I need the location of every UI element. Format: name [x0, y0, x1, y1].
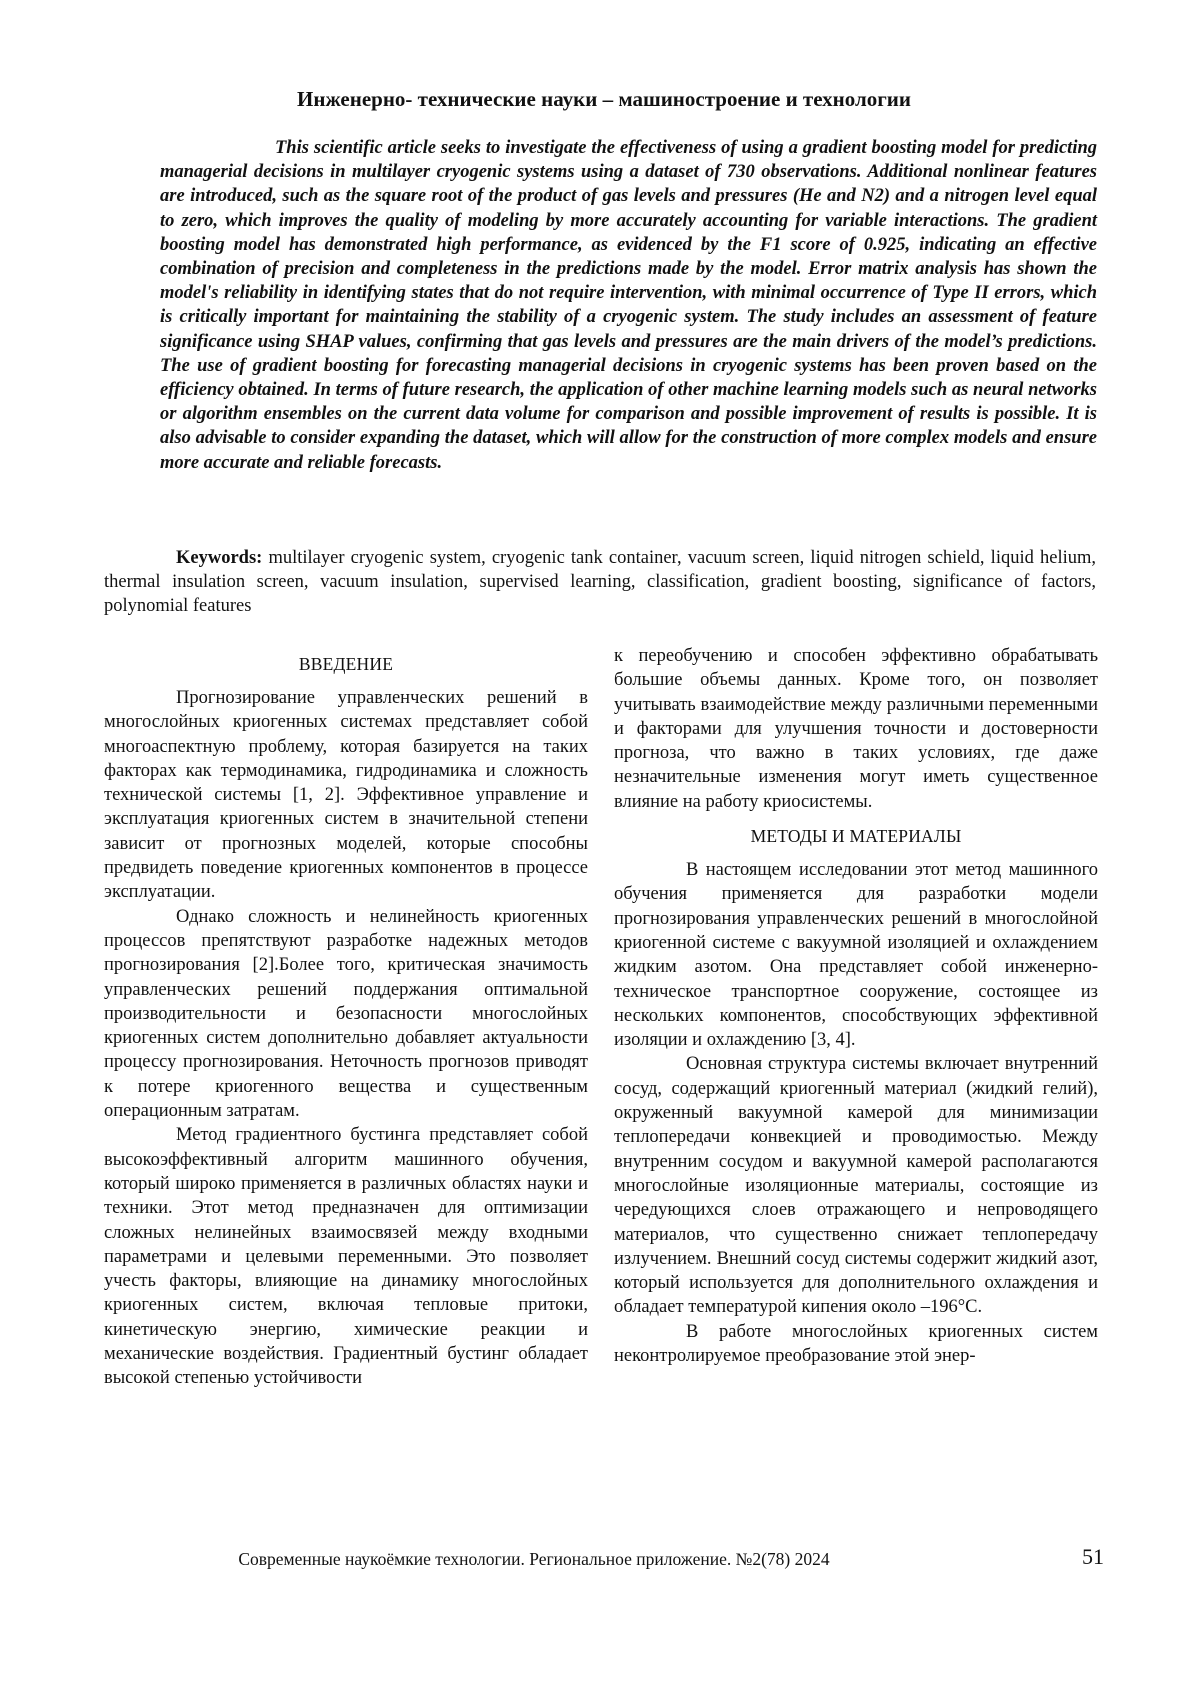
paragraph: Прогнозирование управленческих решений в многослойных криогенных системах представляет собой многоаспектную проблему, которая базируется на таких факторах как термодинамика, гидродинамика и сложность технической системы [1, 2]. Эффективное управление и эксплуатация криогенных систем в значительной степени зависит от прогнозных моделей, которые способны предвидеть поведение криогенных компонентов в процессе эксплуатации.	[104, 688, 588, 903]
page-footer	[104, 1543, 1104, 1573]
page-number: 51	[1082, 1544, 1104, 1569]
right-column	[614, 644, 1098, 1368]
keywords-text: multilayer cryogenic system, cryogenic tank container, vacuum screen, liquid nitrogen schield, liquid helium, thermal insulation screen, vacuum insulation, supervised learning, classification, gradient boosting, significance of factors, polynomial features	[104, 548, 1096, 617]
paragraph: Однако сложность и нелинейность криогенных процессов препятствуют разработке надежных методов прогнозирования [2].Более того, критическая значимость управленческих решений поддержания оптимальной производительности и безопасности многослойных криогенных систем дополнительно добавляет актуальности процессу прогнозирования. Неточность прогнозов приводят к потере криогенного вещества и существенным операционным затратам.	[104, 906, 588, 1122]
paragraph: Основная структура системы включает внутренний сосуд, содержащий криогенный материал (жидкий гелий), окруженный вакуумной камерой для минимизации теплопередачи конвекцией и проводимостью. Между внутренним сосудом и вакуумной камерой располагаются многослойные изоляционные материалы, состоящие из чередующихся слоев отражающего и непроводящего материалов, что существенно снижает теплопередачу излучением. Внешний сосуд системы содержит жидкий азот, который используется для дополнительного охлаждения и обладает температурой кипения около –196°С.	[614, 1054, 1098, 1318]
running-header: Инженерно- технические науки – машиностроение и технологии	[297, 87, 911, 111]
paragraph: В работе многослойных криогенных систем неконтролируемое преобразование этой энер-	[614, 1321, 1098, 1367]
paragraph: Метод градиентного бустинга представляет собой высокоэффективный алгоритм машинного обучения, который широко применяется в различных областях науки и техники. Этот метод предназначен для оптимизации сложных нелинейных взаимосвязей между входными параметрами и целевыми переменными. Это позволяет учесть факторы, влияющие на динамику многослойных криогенных систем, включая тепловые притоки, кинетическую энергию, химические реакции и механические воздействия. Градиентный бустинг обладает высокой степенью устойчивости	[104, 1125, 588, 1389]
keywords	[104, 546, 1096, 619]
abstract: This scientific article seeks to investigate the effectiveness of using a gradient boosting model for predicting managerial decisions in multilayer cryogenic systems using a dataset of 730 observations. Additional nonlinear features are introduced, such as the square root of the product of gas levels and pressures (He and N2) and a nitrogen level equal to zero, which improves the quality of modeling by more accurately accounting for variable interactions. The gradient boosting model has demonstrated high performance, as evidenced by the F1 score of 0.925, indicating an effective combination of precision and completeness in the predictions made by the model. Error matrix analysis has shown the model's reliability in identifying states that do not require intervention, with minimal occurrence of Type II errors, which is critically important for maintaining the stability of a cryogenic system. The study includes an assessment of feature significance using SHAP values, confirming that gas levels and pressures are the main drivers of the model’s predictions. The use of gradient boosting for forecasting managerial decisions in cryogenic systems has been proven based on the efficiency obtained. In terms of future research, the application of other machine learning models such as neural networks or algorithm ensembles on the current data volume for comparison and possible improvement of results is possible. It is also advisable to consider expanding the dataset, which will allow for the construction of more complex models and ensure more accurate and reliable forecasts.	[160, 138, 1097, 473]
section-title-methods: МЕТОДЫ И МАТЕРИАЛЫ	[750, 826, 962, 847]
left-column	[104, 652, 588, 1391]
keywords-label: Keywords:	[176, 548, 263, 568]
paragraph-continuation: к переобучению и способен эффективно обрабатывать большие объемы данных. Кроме того, он позволяет учитывать взаимодействие между различными переменными и факторами для улучшения точности и достоверности прогноза, что важно в таких условиях, где даже незначительные изменения могут иметь существенное влияние на работу криосистемы.	[614, 646, 1098, 812]
paragraph: В настоящем исследовании этот метод машинного обучения применяется для разработки модели прогнозирования управленческих решений в многослойной криогенной системе с вакуумной изоляцией и охлаждением жидким азотом. Она представляет собой инженерно-техническое транспортное сооружение, состоящее из нескольких компонентов, способствующих эффективной изоляции и охлаждению [3, 4].	[614, 860, 1098, 1051]
footer-journal-title: Современные наукоёмкие технологии. Региональное приложение. №2(78) 2024	[238, 1549, 830, 1569]
section-title-introduction: ВВЕДЕНИЕ	[298, 654, 394, 674]
